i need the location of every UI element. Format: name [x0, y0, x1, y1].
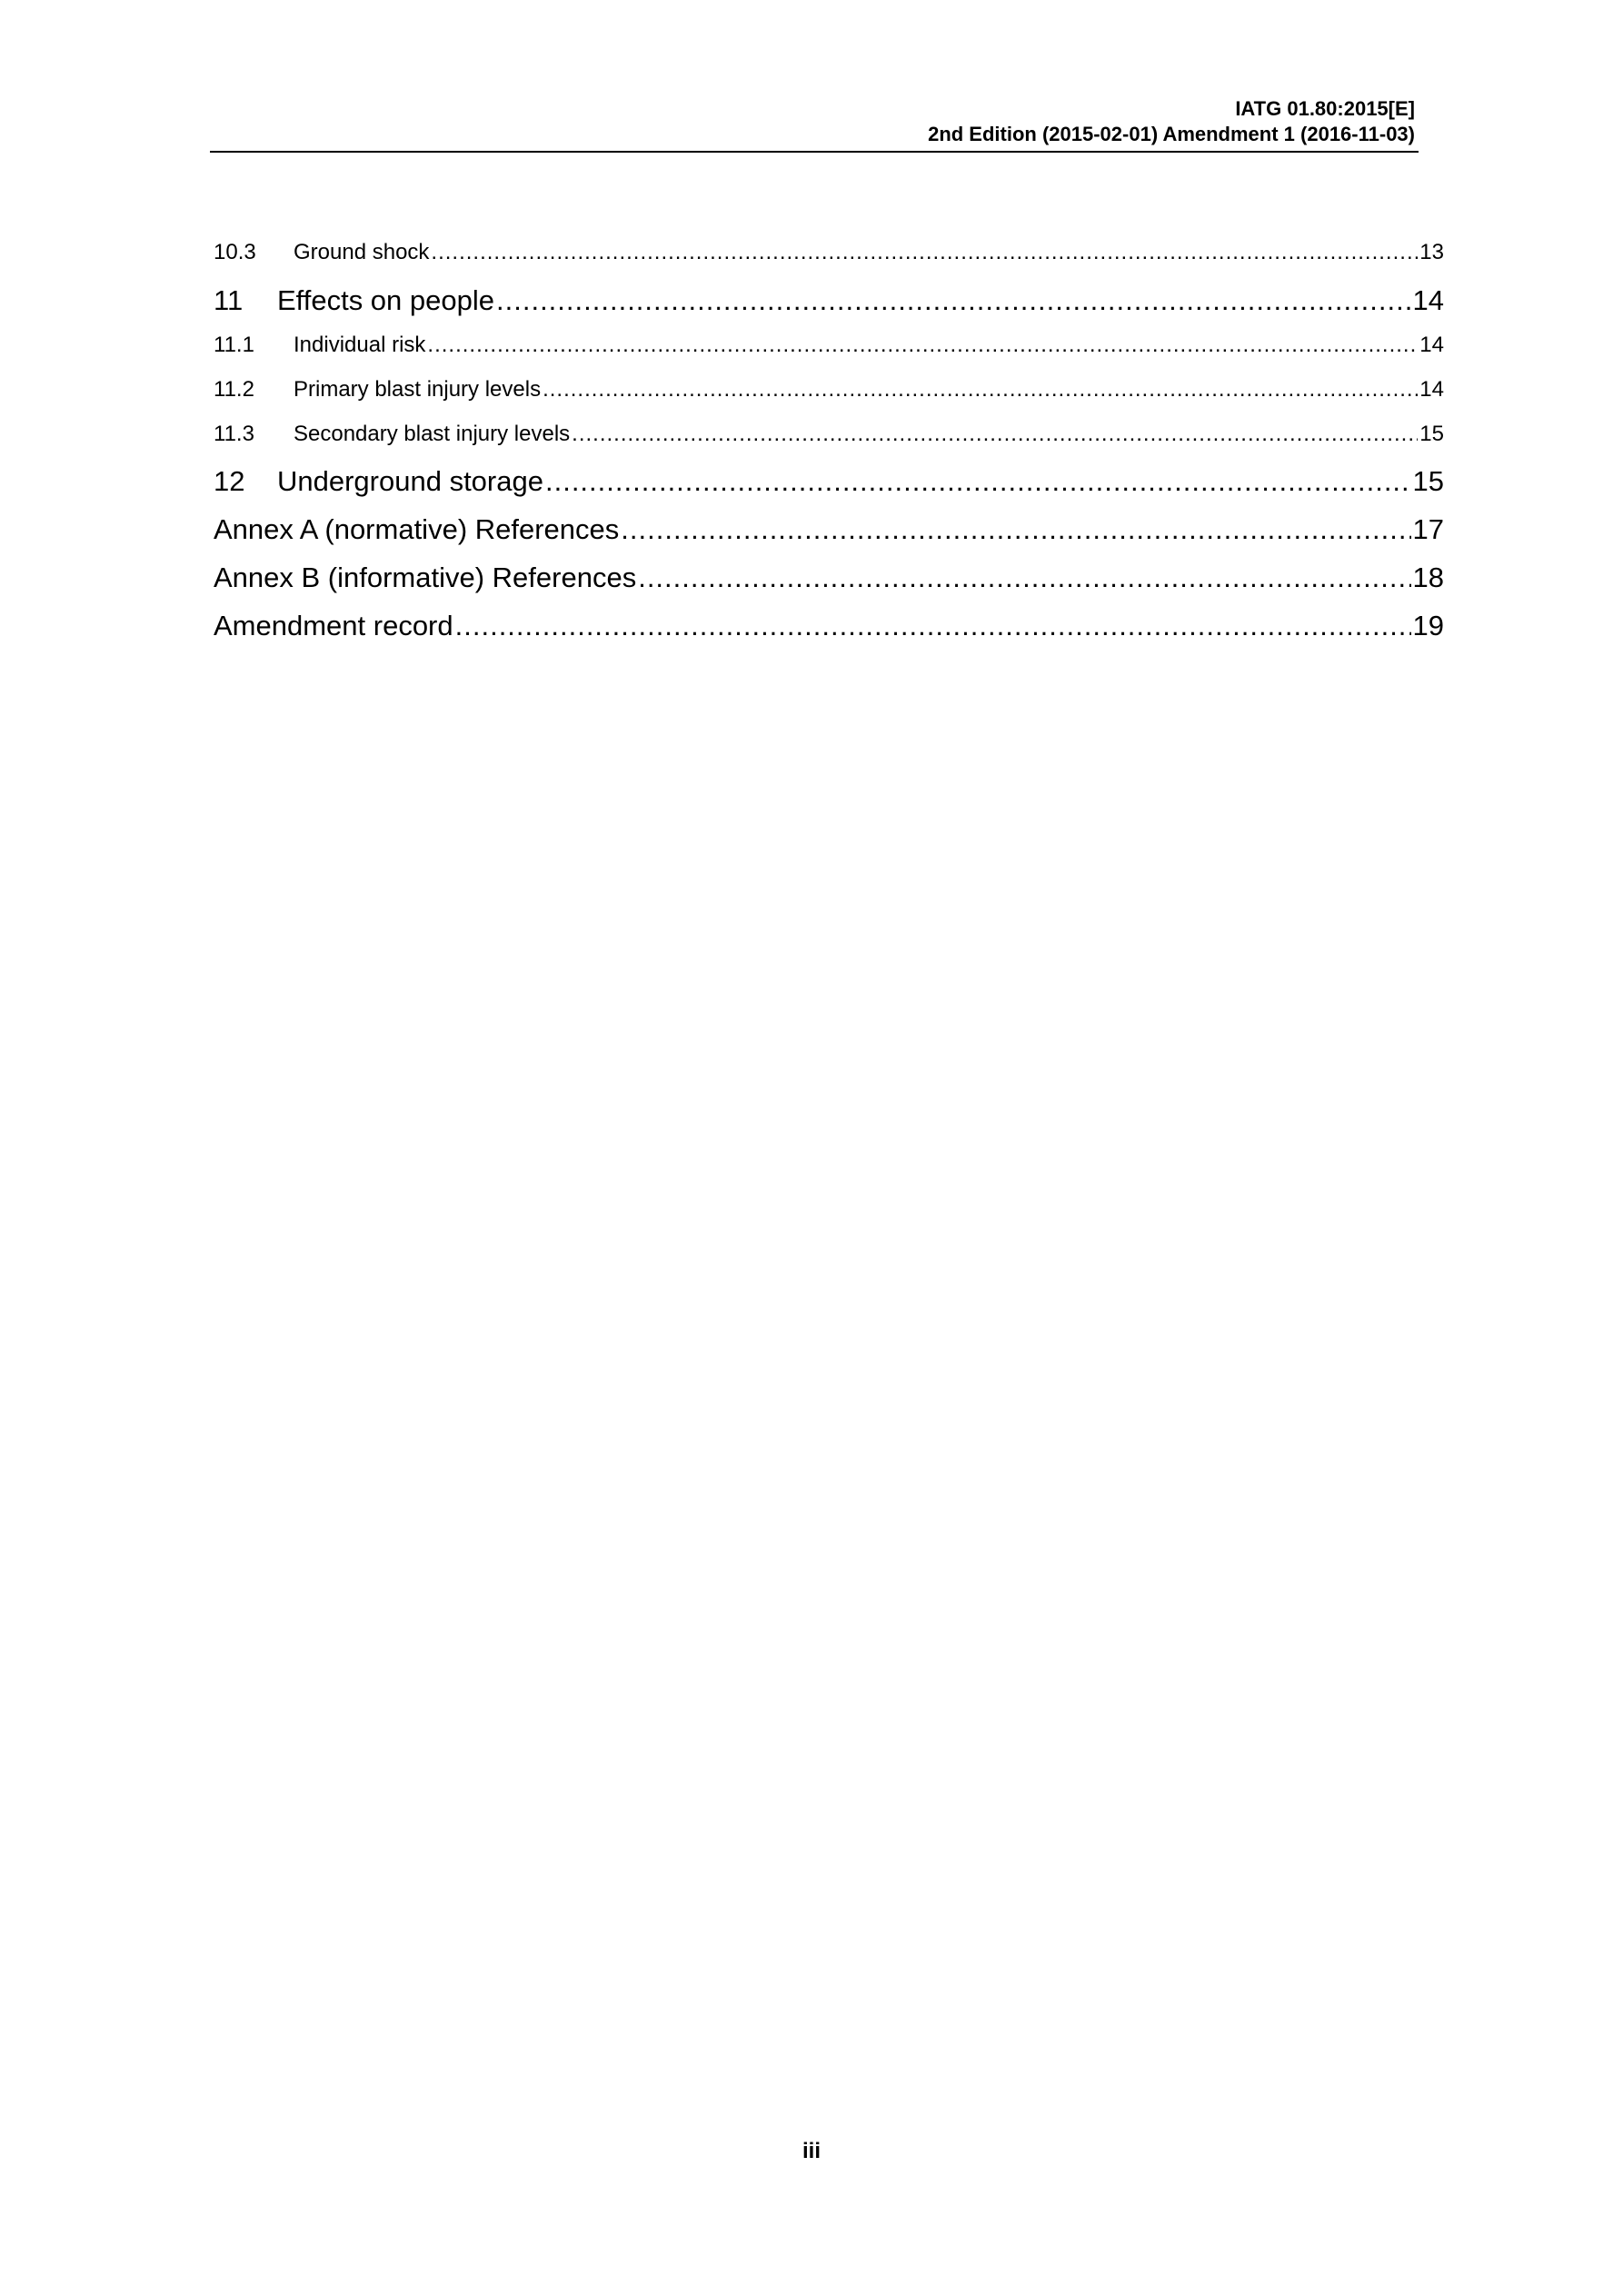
toc-dot-leader: [455, 610, 1411, 642]
toc-entry-number: 11.2: [214, 377, 254, 402]
toc-entry-11-1[interactable]: [214, 333, 1444, 358]
toc-entry-title: Underground storage: [277, 465, 543, 497]
toc-entry-page: 18: [1412, 562, 1444, 593]
toc-entry-annex-b[interactable]: [214, 562, 1444, 594]
toc-entry-title: Effects on people: [277, 284, 494, 316]
toc-entry-page: 13: [1419, 240, 1444, 264]
toc-entry-title: Amendment record: [214, 610, 453, 641]
toc-dot-leader: [545, 465, 1411, 498]
toc-entry-11-3[interactable]: [214, 422, 1444, 447]
toc-entry-amendment-record[interactable]: [214, 610, 1444, 642]
toc-entry-number: 10.3: [214, 240, 256, 264]
toc-dot-leader: [431, 240, 1418, 265]
edition-info: 2nd Edition (2015-02-01) Amendment 1 (2016-11-03): [928, 123, 1415, 145]
toc-entry-page: 19: [1412, 610, 1444, 641]
page-header: [210, 96, 1419, 153]
page-number: iii: [802, 2139, 821, 2163]
toc-entry-number: 11.1: [214, 333, 254, 357]
toc-entry-title: Secondary blast injury levels: [294, 422, 571, 446]
toc-entry-title: Primary blast injury levels: [294, 377, 542, 402]
toc-entry-10-3[interactable]: [214, 240, 1444, 265]
toc-dot-leader: [496, 284, 1411, 317]
document-id: IATG 01.80:2015[E]: [1235, 97, 1415, 120]
toc-entry-page: 14: [1419, 333, 1444, 357]
toc-dot-leader: [427, 333, 1418, 358]
toc-entry-page: 14: [1412, 284, 1444, 316]
toc-dot-leader: [543, 377, 1418, 403]
toc-entry-title: Ground shock: [294, 240, 430, 264]
toc-entry-annex-a[interactable]: [214, 513, 1444, 546]
toc-dot-leader: [572, 422, 1418, 447]
toc-entry-page: 17: [1412, 513, 1444, 545]
toc-entry-title: Individual risk: [294, 333, 426, 357]
toc-entry-number: 12: [214, 465, 245, 497]
toc-entry-title: Annex A (normative) References: [214, 513, 620, 545]
toc-entry-11-2[interactable]: [214, 377, 1444, 403]
toc-entry-page: 15: [1419, 422, 1444, 446]
toc-entry-page: 15: [1412, 465, 1444, 497]
toc-entry-number: 11.3: [214, 422, 254, 446]
toc-entry-number: 11: [214, 284, 244, 316]
toc-dot-leader: [621, 513, 1410, 546]
toc-entry-12[interactable]: [214, 465, 1444, 498]
toc-entry-page: 14: [1419, 377, 1444, 402]
toc-entry-title: Annex B (informative) References: [214, 562, 637, 593]
toc-dot-leader: [638, 562, 1410, 594]
toc-entry-11[interactable]: [214, 284, 1444, 317]
